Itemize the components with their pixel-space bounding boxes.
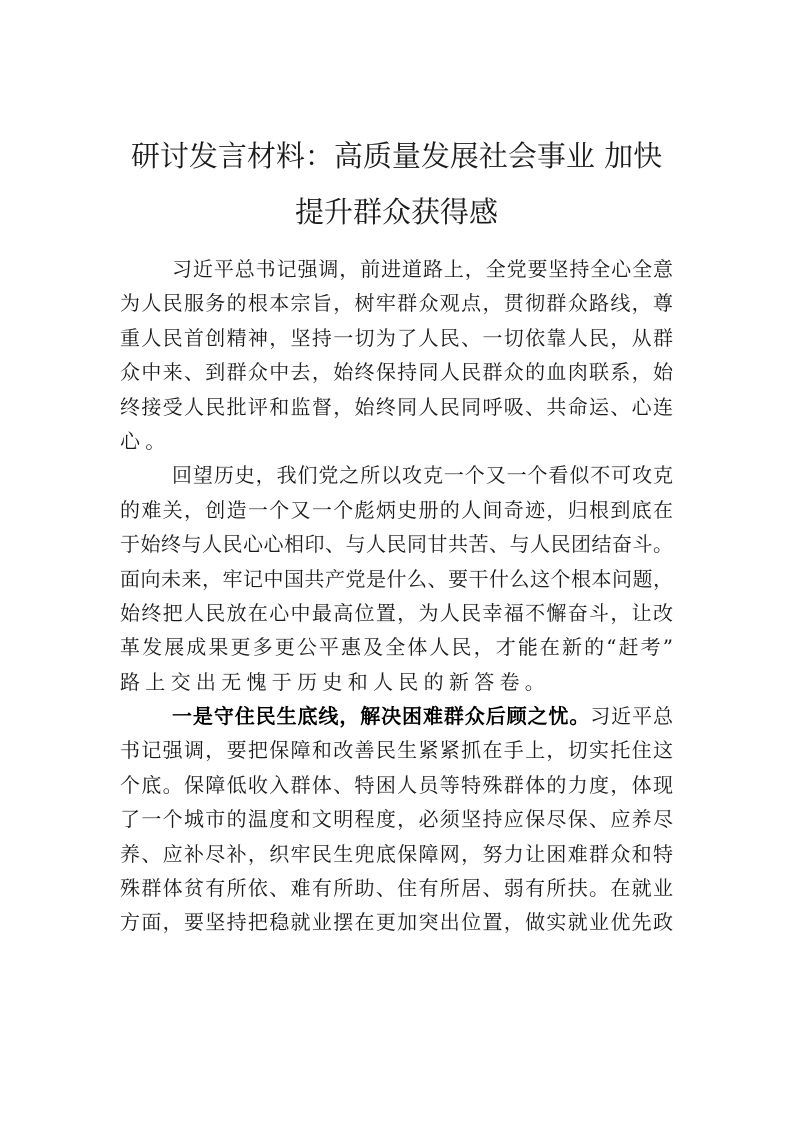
paragraph-line: 的难关，创造一个又一个彪炳史册的人间奇迹，归根到底在: [120, 497, 673, 522]
paragraph-line: 了一个城市的温度和文明程度，必须坚持应保尽保、应养尽: [120, 807, 673, 832]
paragraph-lead-rest: 习近平总: [590, 704, 673, 729]
paragraph-line: 路上交出无愧于历史和人民的新答卷。: [120, 669, 551, 694]
paragraph-line: 为人民服务的根本宗旨，树牢群众观点，贯彻群众路线，尊: [120, 291, 673, 316]
paragraph-line: 始终把人民放在心中最高位置，为人民幸福不懈奋斗，让改: [120, 600, 673, 625]
paragraph-line: [120, 699, 673, 733]
paragraph-line: 于始终与人民心心相印、与人民同甘共苦、与人民团结奋斗。: [120, 532, 673, 557]
paragraph: [120, 458, 673, 699]
paragraph-line: 习近平总书记强调，前进道路上，全党要坚持全心全意: [172, 257, 673, 281]
paragraph-line: 心。: [120, 428, 171, 453]
paragraph-line: 革发展成果更多更公平惠及全体人民，才能在新的“赶考”: [120, 635, 673, 660]
paragraph-line: 养、应补尽补，织牢民生兜底保障网，努力让困难群众和特: [120, 841, 673, 866]
paragraph-lead-heading: 一是守住民生底线，解决困难群众后顾之忧。: [172, 704, 591, 729]
paragraph: [120, 699, 673, 940]
document-title: [100, 128, 693, 240]
title-line-2: 提升群众获得感: [294, 195, 498, 229]
paragraph-line: 众中来、到群众中去，始终保持同人民群众的血肉联系，始: [120, 360, 673, 385]
paragraph: [120, 252, 673, 458]
paragraph-line: 重人民首创精神，坚持一切为了人民、一切依靠人民，从群: [120, 325, 673, 350]
paragraph-line: 面向未来，牢记中国共产党是什么、要干什么这个根本问题，: [120, 566, 673, 591]
paragraph-line: 个底。保障低收入群体、特困人员等特殊群体的力度，体现: [120, 772, 673, 797]
document-body: [120, 252, 673, 940]
paragraph-line: 方面，要坚持把稳就业摆在更加突出位置，做实就业优先政: [120, 910, 673, 935]
paragraph-line: 殊群体贫有所依、难有所助、住有所居、弱有所扶。在就业: [120, 876, 673, 901]
paragraph-line: 书记强调，要把保障和改善民生紧紧抓在手上，切实托住这: [120, 738, 673, 763]
paragraph-line: 终接受人民批评和监督，始终同人民同呼吸、共命运、心连: [120, 394, 673, 419]
title-line-1: 研讨发言材料：高质量发展社会事业 加快: [130, 139, 663, 173]
paragraph-line: 回望历史，我们党之所以攻克一个又一个看似不可攻克: [172, 463, 673, 488]
